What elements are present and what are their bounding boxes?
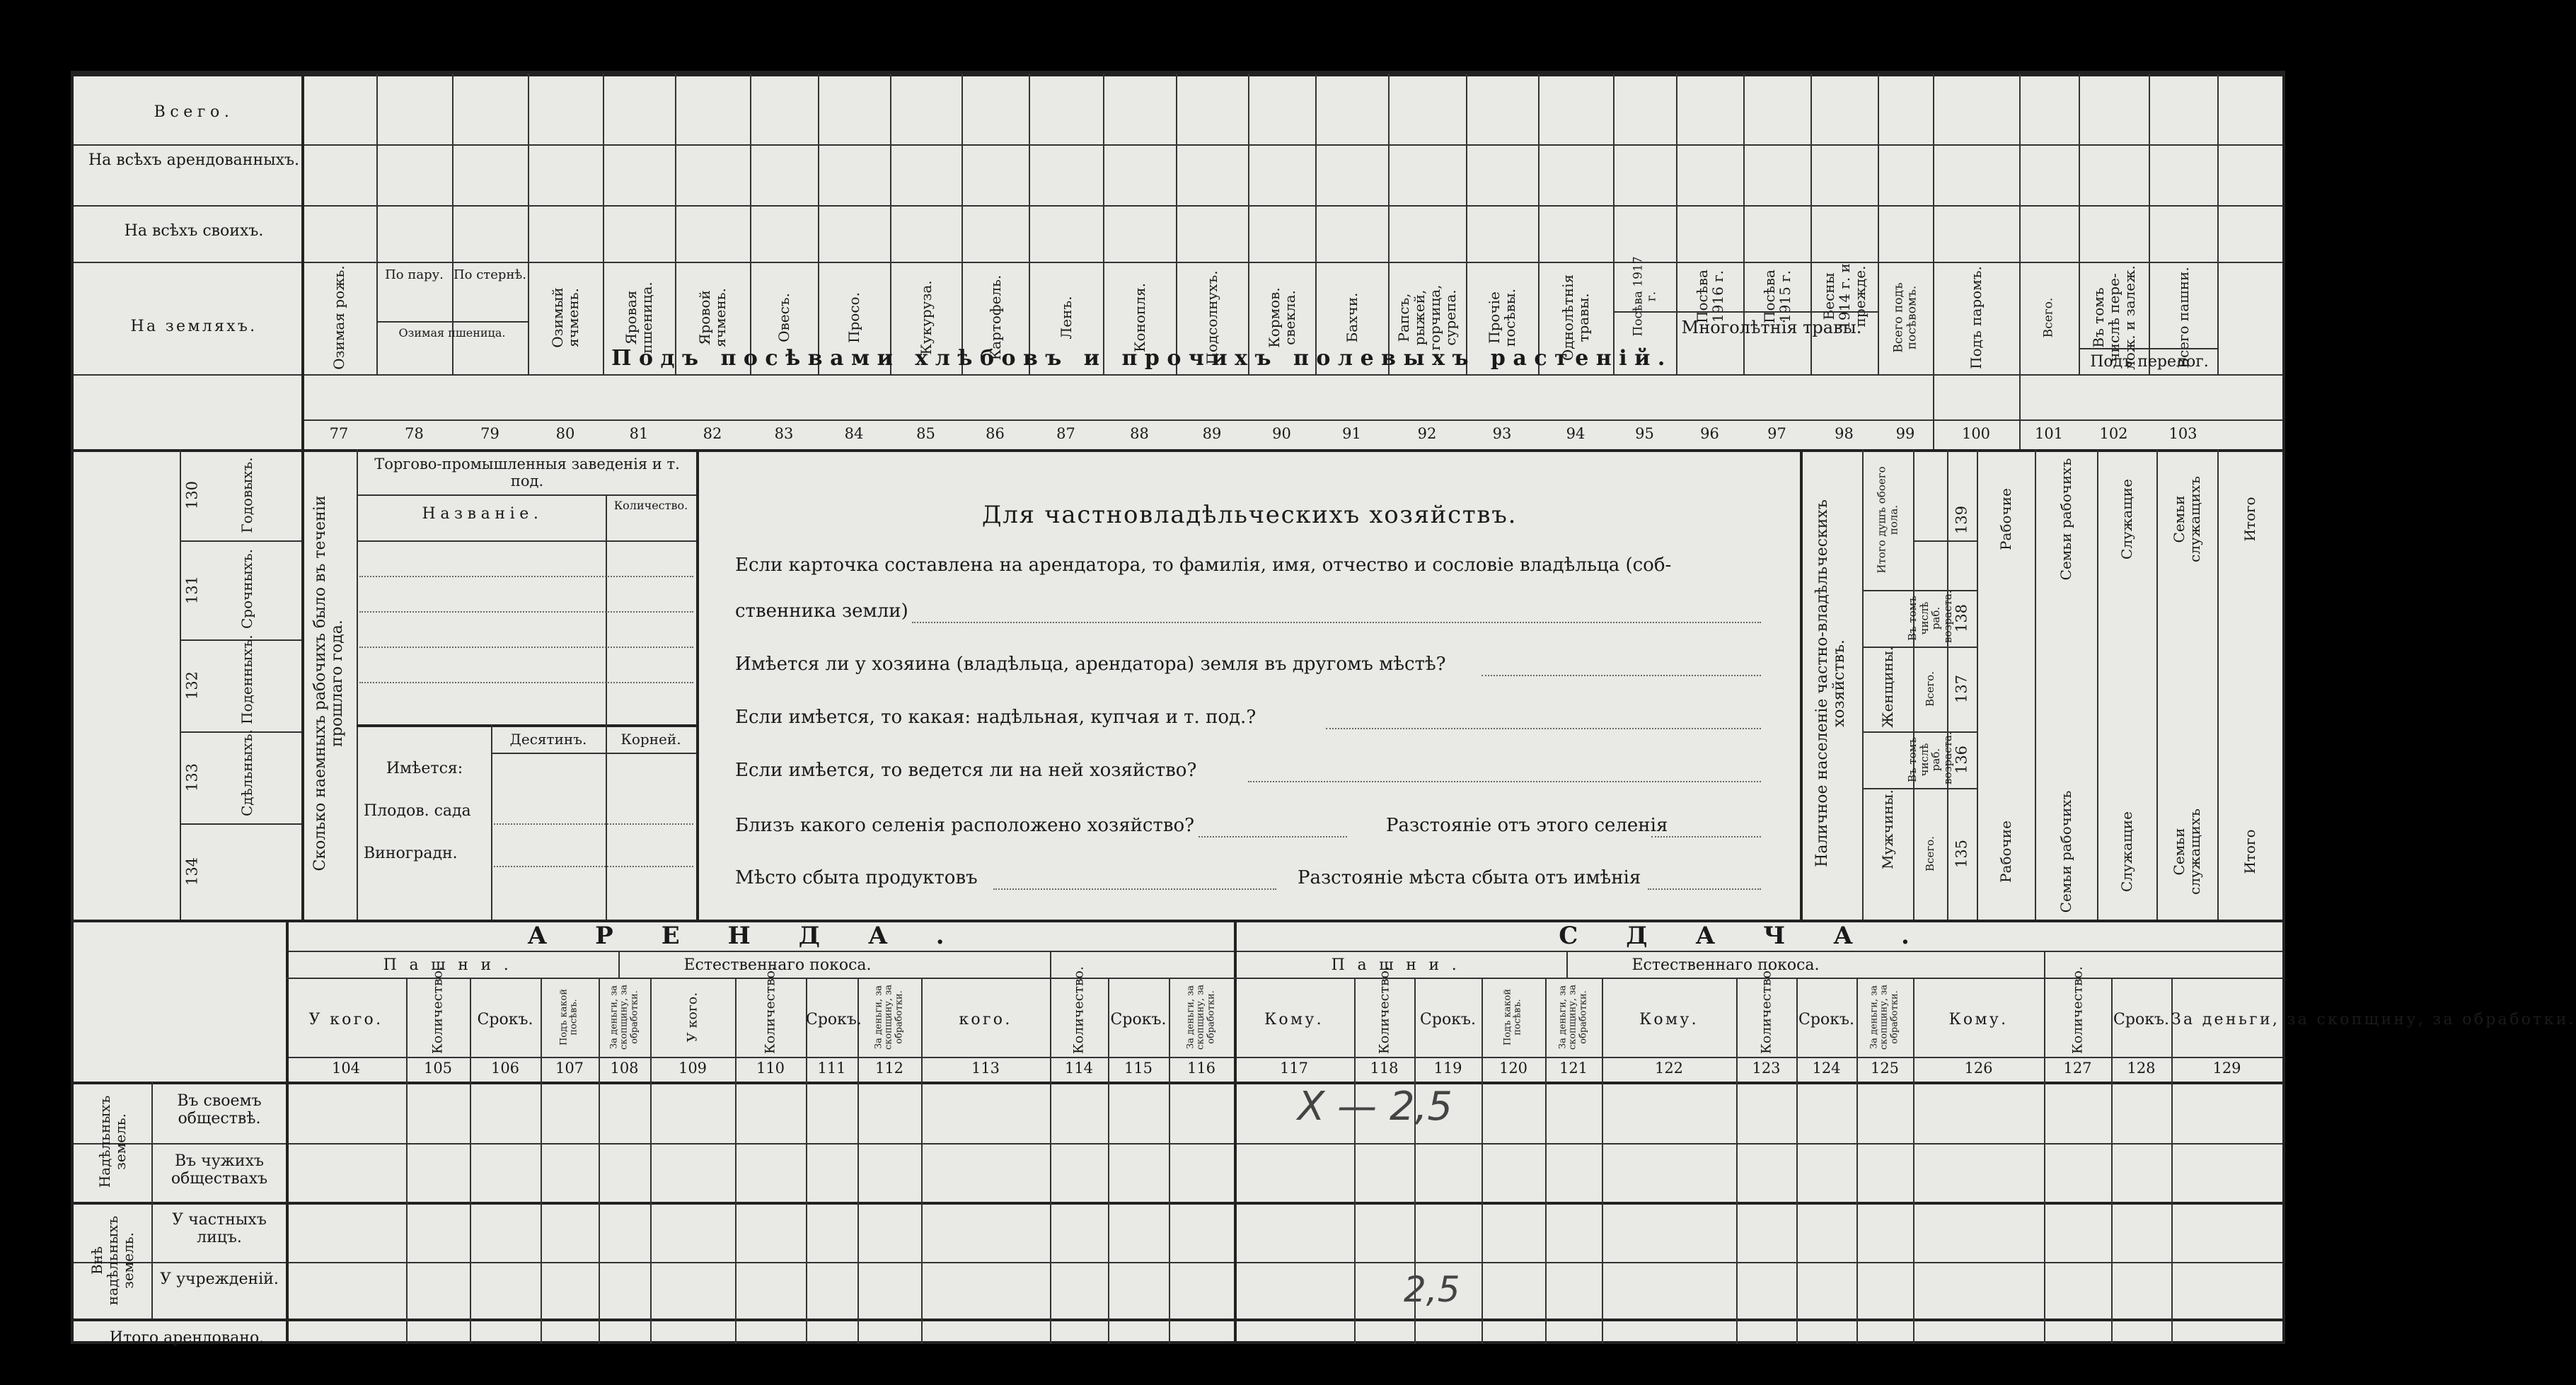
staff-col-bottom-0: Рабочие bbox=[1997, 821, 2014, 883]
vineyard-label: Виноградн. bbox=[364, 845, 458, 862]
worker-col-label-132: Поденныхъ. bbox=[238, 634, 255, 724]
pop-col-label-135: Всего. bbox=[1923, 836, 1936, 871]
lease-header-127: Количество. bbox=[2069, 966, 2086, 1054]
men-label: Мужчины. bbox=[1879, 789, 1896, 869]
crop-header-89: Подсолнухъ. bbox=[1203, 270, 1220, 365]
row-institutions: У учрежденій. bbox=[160, 1270, 279, 1288]
question-village: Близъ какого селенія расположено хозяйство? bbox=[735, 815, 1195, 836]
lease-colnum-109: 109 bbox=[678, 1060, 707, 1077]
crop-colnum-98: 98 bbox=[1835, 425, 1854, 442]
row-total-rented: Итого арендовано. bbox=[109, 1329, 265, 1347]
crop-header-97: Посѣва 1915 г. bbox=[1760, 270, 1794, 323]
pop-col-num-137: 137 bbox=[1953, 674, 1970, 704]
lease-colnum-112: 112 bbox=[874, 1060, 904, 1077]
workers-question: Сколько наемныхъ рабочихъ было въ теченіи прошлаго года. bbox=[311, 495, 346, 871]
lease-colnum-127: 127 bbox=[2063, 1060, 2092, 1077]
sdacha-banner: СДАЧА. bbox=[1559, 922, 1958, 950]
lease-colnum-105: 105 bbox=[423, 1060, 453, 1077]
lease-header-111: Срокъ. bbox=[806, 1011, 862, 1028]
worker-col-num-133: 133 bbox=[183, 763, 201, 792]
pod-perelog-label: Подъ перелог. bbox=[2090, 353, 2209, 371]
lease-colnum-122: 122 bbox=[1654, 1060, 1684, 1077]
crop-header-101: Всего. bbox=[2041, 297, 2056, 338]
lease-colnum-124: 124 bbox=[1812, 1060, 1841, 1077]
crop-header-88: Конопля. bbox=[1131, 283, 1148, 352]
population-title: Наличное населеніе частно-владѣльческихъ хозяйствъ. bbox=[1813, 499, 1848, 867]
crop-header-94: Однолѣтнія травы. bbox=[1559, 274, 1592, 361]
row-label-rented: На всѣхъ арендованныхъ. bbox=[88, 151, 300, 169]
lease-header-110: Количество. bbox=[762, 966, 778, 1054]
crop-header-80: Озимый ячмень. bbox=[549, 287, 582, 348]
lease-colnum-116: 116 bbox=[1186, 1060, 1216, 1077]
lease-header-113: кого. bbox=[959, 1011, 1012, 1028]
crop-header-93: Прочіе посѣвы. bbox=[1486, 288, 1518, 347]
worker-col-label-133: Сдѣльныхъ. bbox=[238, 729, 255, 816]
pop-col-label-138: Въ томъ числѣ раб. возраста. bbox=[1906, 590, 1954, 643]
trade-name-header: Названіе. bbox=[422, 505, 543, 523]
lease-colnum-114: 114 bbox=[1064, 1060, 1094, 1077]
lease-header-109: У кого. bbox=[684, 992, 700, 1043]
crop-header-78: По пару. bbox=[385, 267, 444, 282]
handwritten-note-1: Х — 2,5 bbox=[1298, 1084, 1453, 1130]
crop-header-103: Всего пашни. bbox=[2174, 267, 2192, 369]
crop-colnum-99: 99 bbox=[1895, 425, 1915, 442]
lease-colnum-107: 107 bbox=[555, 1060, 584, 1077]
crop-colnum-101: 101 bbox=[2034, 425, 2064, 442]
lease-header-124: Срокъ. bbox=[1798, 1011, 1854, 1028]
crop-colnum-87: 87 bbox=[1056, 425, 1075, 442]
handwritten-note-2: 2,5 bbox=[1404, 1269, 1460, 1310]
worker-col-num-134: 134 bbox=[183, 857, 201, 886]
worker-col-num-131: 131 bbox=[183, 575, 201, 605]
lease-colnum-121: 121 bbox=[1559, 1060, 1588, 1077]
lease-header-115: Срокъ. bbox=[1110, 1011, 1167, 1028]
staff-col-top-2: Служащие bbox=[2118, 479, 2135, 560]
question-farming: Если имѣется, то ведется ли на ней хозяйство? bbox=[735, 760, 1197, 781]
crop-header-90: Кормов. свекла. bbox=[1265, 287, 1298, 348]
crop-colnum-97: 97 bbox=[1767, 425, 1786, 442]
crop-colnum-102: 102 bbox=[2099, 425, 2128, 442]
question-other-land: Имѣется ли у хозяина (владѣльца, арендатора) земля въ другомъ мѣстѣ? bbox=[735, 654, 1446, 675]
staff-col-bottom-2: Служащие bbox=[2118, 811, 2135, 892]
crop-colnum-96: 96 bbox=[1700, 425, 1719, 442]
crop-colnum-82: 82 bbox=[703, 425, 722, 442]
crop-colnum-86: 86 bbox=[986, 425, 1005, 442]
lease-colnum-119: 119 bbox=[1433, 1060, 1462, 1077]
row-label-vsego: Всего. bbox=[154, 103, 234, 121]
crop-header-83: Овесъ. bbox=[775, 293, 792, 342]
lease-colnum-110: 110 bbox=[756, 1060, 785, 1077]
lease-header-107: Подъ какой посѣвъ. bbox=[558, 988, 579, 1046]
lease-colnum-125: 125 bbox=[1870, 1060, 1900, 1077]
korney-header: Корней. bbox=[620, 731, 681, 748]
crop-colnum-95: 95 bbox=[1635, 425, 1654, 442]
crop-colnum-90: 90 bbox=[1272, 425, 1291, 442]
crop-header-81: Яровая пшеница. bbox=[623, 282, 655, 354]
arenda-pokos: Естественнаго покоса. bbox=[683, 956, 872, 974]
pop-col-label-137: Всего. bbox=[1923, 671, 1936, 707]
group-vne-nadel: Внѣ надѣльныхъ земель. bbox=[88, 1215, 137, 1306]
crop-header-82: Яровой ячмень. bbox=[696, 288, 729, 347]
question-land-type: Если имѣется, то какая: надѣльная, купчая и т. под.? bbox=[735, 707, 1257, 728]
pop-col-num-139: 139 bbox=[1953, 505, 1970, 534]
row-private: У частныхъ лицъ. bbox=[172, 1211, 267, 1247]
lease-header-106: Срокъ. bbox=[477, 1011, 533, 1028]
orchard-label: Плодов. сада bbox=[364, 802, 471, 820]
row-label-own: На всѣхъ своихъ. bbox=[124, 222, 264, 240]
lease-header-128: Срокъ. bbox=[2113, 1011, 2169, 1028]
question-village-distance: Разстояніе отъ этого селенія bbox=[1386, 815, 1668, 836]
worker-col-num-132: 132 bbox=[183, 671, 201, 700]
arenda-pashni: Пашни. bbox=[383, 956, 521, 974]
ozimaya-pshenitsa-label: Озимая пшеница. bbox=[398, 326, 506, 340]
staff-col-top-3: Семьи служащихъ bbox=[2171, 476, 2203, 562]
lease-header-126: Кому. bbox=[1948, 1011, 2009, 1028]
lease-colnum-117: 117 bbox=[1279, 1060, 1309, 1077]
women-label: Женщины. bbox=[1879, 646, 1896, 728]
banner-crops: Подъ посѣвами хлѣбовъ и прочихъ полевыхъ растеній. bbox=[611, 346, 1673, 371]
crop-header-79: По стернѣ. bbox=[453, 267, 527, 282]
lease-colnum-115: 115 bbox=[1124, 1060, 1153, 1077]
lease-header-123: Количество. bbox=[1758, 966, 1774, 1054]
staff-col-top-4: Итого bbox=[2241, 497, 2258, 542]
pop-col-num-136: 136 bbox=[1953, 745, 1970, 775]
crop-header-102: Въ томъ числѣ пере-лож. и залеж. bbox=[2089, 265, 2138, 370]
trade-title: Торгово-промышленныя заведенія и т. под. bbox=[374, 456, 680, 490]
worker-col-num-130: 130 bbox=[183, 480, 201, 509]
crop-colnum-84: 84 bbox=[844, 425, 864, 442]
trade-qty-header: Количество. bbox=[613, 499, 688, 512]
crop-header-96: Посѣва 1916 г. bbox=[1693, 270, 1726, 323]
lease-header-105: Количество. bbox=[429, 966, 446, 1054]
lease-header-119: Срокъ. bbox=[1420, 1011, 1476, 1028]
staff-col-bottom-1: Семьи рабочихъ bbox=[2057, 790, 2074, 913]
crop-colnum-85: 85 bbox=[916, 425, 935, 442]
lease-header-108: За деньги, за скопщину, за обработки. bbox=[608, 984, 640, 1050]
lease-colnum-104: 104 bbox=[331, 1060, 361, 1077]
staff-col-top-1: Семьи рабочихъ bbox=[2057, 458, 2074, 581]
sdacha-pashni: Пашни. bbox=[1331, 956, 1469, 974]
crop-colnum-92: 92 bbox=[1417, 425, 1437, 442]
crop-colnum-88: 88 bbox=[1130, 425, 1149, 442]
lease-colnum-118: 118 bbox=[1370, 1060, 1399, 1077]
lease-header-118: Количество. bbox=[1376, 966, 1392, 1054]
crop-colnum-77: 77 bbox=[329, 425, 349, 442]
lease-colnum-126: 126 bbox=[1964, 1060, 1993, 1077]
census-card-sheet bbox=[71, 71, 2576, 1347]
crop-colnum-79: 79 bbox=[480, 425, 499, 442]
pop-col-label-139: Итого душъ обоего пола. bbox=[1875, 465, 1900, 574]
row-own-society: Въ своемъ обществѣ. bbox=[177, 1092, 262, 1128]
lease-header-120: Подъ какой посѣвъ. bbox=[1502, 988, 1523, 1046]
worker-col-label-130: Годовыхъ. bbox=[238, 456, 255, 533]
row-label-on-lands: На земляхъ. bbox=[130, 318, 258, 335]
crop-colnum-93: 93 bbox=[1492, 425, 1512, 442]
lease-header-121: За деньги, за скопщину, за обработки. bbox=[1557, 984, 1589, 1050]
crop-colnum-83: 83 bbox=[774, 425, 794, 442]
crop-header-98: Весны 1914 г. и прежде. bbox=[1820, 263, 1869, 330]
lease-header-104: У кого. bbox=[308, 1011, 383, 1028]
crop-header-95: Посѣва 1917 г. bbox=[1630, 256, 1658, 337]
crop-header-87: Ленъ. bbox=[1057, 296, 1075, 340]
worker-col-label-131: Срочныхъ. bbox=[238, 549, 255, 629]
form-title: Для частновладѣльческихъ хозяйствъ. bbox=[981, 501, 1518, 529]
lease-colnum-113: 113 bbox=[971, 1060, 1000, 1077]
desyatin-header: Десятинъ. bbox=[509, 731, 587, 748]
pop-col-num-135: 135 bbox=[1953, 839, 1970, 869]
staff-col-bottom-3: Семьи служащихъ bbox=[2171, 809, 2203, 895]
crop-colnum-91: 91 bbox=[1342, 425, 1361, 442]
question-owner-a: Если карточка составлена на арендатора, то фамилія, имя, отчество и сословіе владѣльца (соб- bbox=[735, 555, 1672, 576]
crop-header-99: Всего подъ посѣвомъ. bbox=[1891, 282, 1919, 353]
lease-colnum-129: 129 bbox=[2212, 1060, 2241, 1077]
pop-col-num-138: 138 bbox=[1953, 603, 1970, 633]
staff-col-bottom-4: Итого bbox=[2241, 829, 2258, 874]
lease-colnum-128: 128 bbox=[2127, 1060, 2156, 1077]
crop-header-77: Озимая рожь. bbox=[330, 265, 347, 370]
group-nadel: Надѣльныхъ земель. bbox=[96, 1095, 129, 1188]
arenda-banner: АРЕНДА. bbox=[527, 922, 993, 950]
crop-colnum-100: 100 bbox=[1961, 425, 1991, 442]
question-market-distance: Разстояніе мѣста сбыта отъ имѣнія bbox=[1298, 867, 1641, 888]
crop-colnum-80: 80 bbox=[555, 425, 575, 442]
crop-header-100: Подъ паромъ. bbox=[1968, 266, 1985, 369]
lease-colnum-111: 111 bbox=[817, 1060, 846, 1077]
crop-header-85: Кукуруза. bbox=[917, 280, 935, 355]
lease-header-122: Кому. bbox=[1639, 1011, 1699, 1028]
lease-header-129: За деньги, за скопщину, за обработки. bbox=[2171, 1011, 2576, 1028]
question-market: Мѣсто сбыта продуктовъ bbox=[735, 867, 978, 888]
has-label: Имѣется: bbox=[386, 760, 463, 777]
lease-header-112: За деньги, за скопщину, за обработки. bbox=[873, 984, 905, 1050]
lease-colnum-106: 106 bbox=[490, 1060, 520, 1077]
lease-header-116: За деньги, за скопщину, за обработки. bbox=[1185, 984, 1217, 1050]
lease-colnum-120: 120 bbox=[1498, 1060, 1528, 1077]
lease-header-125: За деньги, за скопщину, за обработки. bbox=[1869, 984, 1900, 1050]
lease-colnum-108: 108 bbox=[610, 1060, 639, 1077]
mnogoletnie-label: Многолѣтнія травы. bbox=[1681, 318, 1862, 337]
crop-header-91: Бахчи. bbox=[1343, 292, 1361, 343]
row-other-society: Въ чужихъ обществахъ bbox=[171, 1152, 268, 1188]
lease-header-114: Количество. bbox=[1070, 966, 1087, 1054]
lease-colnum-123: 123 bbox=[1752, 1060, 1781, 1077]
crop-header-92: Рапсъ, рыжей, горчица, сурепа. bbox=[1395, 284, 1459, 351]
crop-colnum-81: 81 bbox=[629, 425, 649, 442]
staff-col-top-0: Рабочие bbox=[1997, 488, 2014, 550]
crop-colnum-78: 78 bbox=[405, 425, 424, 442]
question-owner-b: ственника земли) bbox=[735, 601, 908, 622]
lease-header-117: Кому. bbox=[1264, 1011, 1324, 1028]
crop-colnum-94: 94 bbox=[1566, 425, 1586, 442]
crop-colnum-103: 103 bbox=[2168, 425, 2197, 442]
crop-header-86: Картофель. bbox=[986, 274, 1004, 361]
crop-header-84: Просо. bbox=[845, 292, 862, 343]
crop-colnum-89: 89 bbox=[1202, 425, 1222, 442]
sdacha-pokos: Естественнаго покоса. bbox=[1631, 956, 1820, 974]
pop-col-label-136: Въ томъ числѣ раб. возраста. bbox=[1906, 731, 1954, 784]
